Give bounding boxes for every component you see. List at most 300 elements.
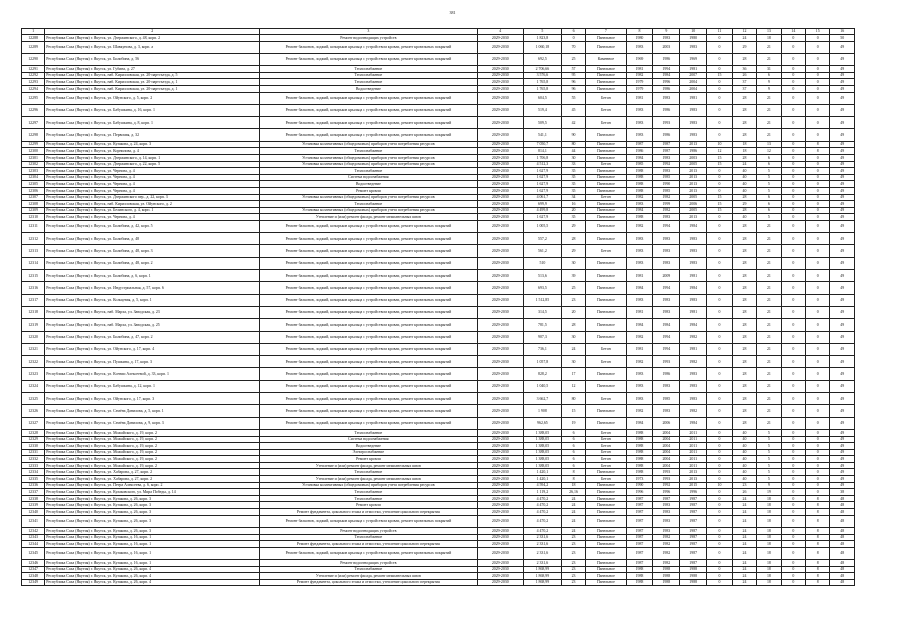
table-row	[22, 436, 855, 443]
table-cell: Ремонт балконов, лоджий, козырьков крыльца с устройством кровли, ремонт кровельных покрытий	[260, 257, 477, 269]
table-cell: 48	[830, 515, 855, 527]
table-row	[22, 104, 855, 116]
table-cell: 1983	[653, 168, 680, 175]
table-cell: 35	[561, 214, 585, 221]
table-row	[22, 579, 855, 586]
table-cell: 8	[561, 476, 585, 483]
table-cell: 1993	[653, 117, 680, 129]
table-cell: 8	[806, 541, 830, 548]
table-cell: 2029-2030	[477, 541, 523, 548]
table-cell: 0	[707, 449, 733, 456]
table-cell: 1988	[653, 573, 680, 580]
table-cell: Бетон	[586, 393, 626, 405]
table-cell: 1984	[626, 207, 653, 214]
table-row	[22, 476, 855, 483]
table-cell: Панельное	[586, 282, 626, 294]
table-cell: 2029-2030	[477, 547, 523, 559]
table-cell: 314,5	[523, 306, 561, 318]
table-cell: Панельное	[586, 129, 626, 141]
table-cell: 2029-2030	[477, 168, 523, 175]
table-cell: 40	[732, 449, 756, 456]
table-cell: 24	[732, 566, 756, 573]
table-cell: 0	[806, 393, 830, 405]
table-cell: 0	[806, 405, 830, 417]
table-row	[22, 257, 855, 269]
table-cell: Республика Саха (Якутия) г. Якутск, ул. Чернова, д. 4	[45, 174, 260, 181]
table-cell: 2029-2030	[477, 368, 523, 380]
table-cell: 1983	[680, 117, 707, 129]
table-cell: 30	[561, 257, 585, 269]
table-cell: 5	[757, 449, 781, 456]
table-cell: Водоотведение	[260, 181, 477, 188]
table-cell: Панельное	[586, 214, 626, 221]
table-cell: Панельное	[586, 469, 626, 476]
table-row	[22, 41, 855, 53]
table-row	[22, 343, 855, 355]
table-cell: 5	[757, 462, 781, 469]
table-cell: 1 627,9	[523, 168, 561, 175]
table-cell: 0	[707, 502, 733, 509]
table-cell: Ремонт балконов, лоджий, козырьков крыльца с устройством кровли, ремонт кровельных покрытий	[260, 515, 477, 527]
table-cell: Ремонт балконов, лоджий, козырьков крыльца с устройством кровли, ремонт кровельных покрытий	[260, 233, 477, 245]
table-cell: 7 050,7	[523, 141, 561, 148]
table-cell: 1983	[626, 201, 653, 208]
table-cell: 28	[732, 417, 756, 429]
table-cell: 0	[806, 181, 830, 188]
table-cell: 0	[707, 489, 733, 496]
table-cell: 1 057,8	[523, 356, 561, 368]
table-cell: 12312	[22, 233, 45, 245]
table-cell: 19	[561, 417, 585, 429]
table-cell: 12334	[22, 469, 45, 476]
table-row	[22, 417, 855, 429]
table-cell: 0	[707, 541, 733, 548]
table-cell: 90	[561, 129, 585, 141]
table-row	[22, 306, 855, 318]
table-cell: 1983	[653, 154, 680, 161]
table-row	[22, 331, 855, 343]
table-cell: 0	[781, 579, 805, 586]
table-cell: 12331	[22, 449, 45, 456]
table-cell: 0	[806, 343, 830, 355]
table-cell: 28	[732, 104, 756, 116]
table-cell: 2029-2030	[477, 161, 523, 168]
table-cell: 40	[732, 462, 756, 469]
header-cell: 11	[707, 29, 733, 35]
table-cell: 21	[757, 270, 781, 282]
table-cell: 50	[830, 35, 855, 42]
table-cell: 1 627,9	[523, 174, 561, 181]
table-cell: 49	[830, 343, 855, 355]
table-cell: Республика Саха (Якутия) г. Якутск, ул. Корнилова, д. 4	[45, 148, 260, 155]
table-cell: 49	[830, 257, 855, 269]
table-cell: 0	[806, 85, 830, 92]
table-cell: 907,3	[523, 331, 561, 343]
table-cell: 1 119,2	[523, 489, 561, 496]
table-cell: 0	[707, 233, 733, 245]
table-cell: 0	[806, 270, 830, 282]
table-cell: 2004	[653, 443, 680, 450]
table-cell: 2029-2030	[477, 220, 523, 232]
table-cell: 48	[830, 509, 855, 516]
table-row	[22, 168, 855, 175]
table-cell: 0	[781, 270, 805, 282]
table-cell: Бетон	[586, 436, 626, 443]
table-cell: 49	[830, 161, 855, 168]
table-cell: 1988	[626, 187, 653, 194]
table-cell: Ремонт балконов, лоджий, козырьков крыльца с устройством кровли, ремонт кровельных покрытий	[260, 319, 477, 331]
table-cell: 2006	[680, 201, 707, 208]
table-cell: Теплоснабжение	[260, 566, 477, 573]
table-cell: Панельное	[586, 85, 626, 92]
table-cell: 29	[732, 201, 756, 208]
table-cell: 28	[732, 194, 756, 201]
table-cell: 18	[757, 527, 781, 534]
table-cell: 1994	[653, 331, 680, 343]
table-cell: 0	[707, 469, 733, 476]
table-cell: 1982	[653, 547, 680, 559]
table-cell: Республика Саха (Якутия) г. Якутск, ул. Кулаковского, ул. Мира Победы, д. 14	[45, 489, 260, 496]
table-cell: 1982	[626, 331, 653, 343]
table-cell: 12337	[22, 489, 45, 496]
table-cell: 45	[561, 104, 585, 116]
table-cell: 2029-2030	[477, 509, 523, 516]
table-cell: Республика Саха (Якутия) г. Якутск, ул. Кузакова, д. 26, корп. 3	[45, 527, 260, 534]
table-cell: 0	[781, 181, 805, 188]
table-cell: 49	[830, 201, 855, 208]
table-cell: 0	[781, 319, 805, 331]
table-cell: Панельное	[586, 417, 626, 429]
table-cell: 0	[781, 85, 805, 92]
table-cell: 12304	[22, 174, 45, 181]
table-cell: 0	[707, 319, 733, 331]
table-cell: 6	[757, 154, 781, 161]
table-cell: 21	[757, 104, 781, 116]
table-cell: 0	[781, 443, 805, 450]
table-row	[22, 220, 855, 232]
table-cell: 8	[561, 469, 585, 476]
table-cell: 2029-2030	[477, 53, 523, 65]
table-cell: Ремонт балконов, лоджий, козырьков крыльца с устройством кровли, ремонт кровельных покрытий	[260, 41, 477, 53]
table-cell: 1988	[626, 449, 653, 456]
table-cell: 1979	[626, 85, 653, 92]
table-cell: 1986	[653, 104, 680, 116]
header-cell: 12	[732, 29, 756, 35]
table-cell: 1988	[626, 181, 653, 188]
table-cell: 2 331,6	[523, 541, 561, 548]
table-cell: Республика Саха (Якутия) г. Якутск, ул. Кузакова, д. 26, корп. 3	[45, 495, 260, 502]
table-cell: 2006	[653, 417, 680, 429]
table-cell: 2029-2030	[477, 294, 523, 306]
table-cell: Республика Саха (Якутия) г. Якутск, ул. Бабушкина, д. 8, корп. 1	[45, 117, 260, 129]
table-cell: Республика Саха (Якутия) г. Якутск, ул. Билибина, д. 48, корп. 2	[45, 257, 260, 269]
table-cell: 2029-2030	[477, 85, 523, 92]
table-cell: Республика Саха (Якутия) г. Якутск, ул. Кузакова, д. 26, корп. 3	[45, 502, 260, 509]
table-cell: Ремонт балконов, лоджий, козырьков крыльца с устройством кровли, ремонт кровельных покрытий	[260, 343, 477, 355]
table-row	[22, 85, 855, 92]
table-cell: 4 470,2	[523, 515, 561, 527]
table-cell: 1981	[626, 343, 653, 355]
table-cell: 35	[561, 168, 585, 175]
table-cell: 1986	[653, 85, 680, 92]
table-cell: 2029-2030	[477, 79, 523, 86]
table-cell: Республика Саха (Якутия) г. Якутск, ул. Можайского, д. 19, корп. 2	[45, 443, 260, 450]
table-cell: 49	[830, 53, 855, 65]
table-cell: 12311	[22, 220, 45, 232]
table-cell: 40	[732, 456, 756, 463]
table-cell: 0	[707, 515, 733, 527]
table-cell: 1969	[680, 53, 707, 65]
table-row	[22, 368, 855, 380]
table-cell: 2029-2030	[477, 469, 523, 476]
table-row	[22, 547, 855, 559]
table-cell: 1986	[653, 53, 680, 65]
table-cell: Республика Саха (Якутия) г. Якутск, ул. Можайского, д. 19, корп. 2	[45, 436, 260, 443]
table-row	[22, 92, 855, 104]
table-cell: 1999	[653, 201, 680, 208]
table-cell: Панельное	[586, 319, 626, 331]
table-cell: 8	[806, 547, 830, 559]
table-cell: 2013	[680, 141, 707, 148]
table-cell: 2029-2030	[477, 187, 523, 194]
table-cell: 40	[732, 476, 756, 483]
table-cell: 0	[781, 104, 805, 116]
table-row	[22, 174, 855, 181]
table-cell: 0	[806, 306, 830, 318]
table-cell: 24	[732, 547, 756, 559]
table-cell: 21	[757, 368, 781, 380]
table-cell: 4 594,2	[523, 482, 561, 489]
table-cell: 0	[707, 405, 733, 417]
table-cell: 28	[732, 282, 756, 294]
table-cell: 0	[781, 380, 805, 392]
table-cell: 40	[732, 469, 756, 476]
table-row	[22, 443, 855, 450]
table-cell: 1 627,9	[523, 214, 561, 221]
table-cell: 18	[757, 547, 781, 559]
table-cell: 0	[781, 35, 805, 42]
table-cell: Панельное	[586, 541, 626, 548]
table-cell: 2029-2030	[477, 495, 523, 502]
table-cell: 49	[830, 117, 855, 129]
table-cell: 1996	[653, 489, 680, 496]
table-cell: 1983	[680, 393, 707, 405]
table-cell: 1980	[680, 35, 707, 42]
table-cell: 0	[781, 436, 805, 443]
table-cell: 0	[781, 214, 805, 221]
table-cell: 0	[806, 443, 830, 450]
table-cell: 0	[806, 92, 830, 104]
table-cell: 0	[806, 368, 830, 380]
table-cell: 12321	[22, 343, 45, 355]
page-number: 381	[449, 10, 456, 15]
table-cell: 6	[561, 443, 585, 450]
table-cell: 1984	[626, 417, 653, 429]
table-cell: 2004	[653, 436, 680, 443]
table-cell: 0	[707, 380, 733, 392]
table-cell: 1987	[626, 509, 653, 516]
table-cell: 0	[781, 417, 805, 429]
table-cell: 1988	[626, 573, 653, 580]
table-cell: 35	[561, 174, 585, 181]
table-cell: Утепление и (или) ремонт фасада, ремонт межпанельных швов	[260, 214, 477, 221]
table-cell: 49	[830, 154, 855, 161]
table-cell: 12339	[22, 502, 45, 509]
table-cell: 1988	[626, 214, 653, 221]
table-row	[22, 462, 855, 469]
table-cell: 2013	[680, 214, 707, 221]
table-cell: 1983	[626, 117, 653, 129]
table-cell: 0	[781, 343, 805, 355]
table-cell: 0	[781, 456, 805, 463]
table-cell: Республика Саха (Якутия) г. Якутск, наб. Марха, ул. Заводская, д. 23	[45, 306, 260, 318]
table-cell: 0	[806, 187, 830, 194]
table-cell: 49	[830, 207, 855, 214]
table-cell: 0	[707, 356, 733, 368]
table-cell: Теплоснабжение	[260, 148, 477, 155]
table-cell: 21	[757, 393, 781, 405]
table-cell: 1983	[626, 294, 653, 306]
table-cell: Республика Саха (Якутия) г. Якутск, ул. Первомая, д. 32	[45, 129, 260, 141]
table-cell: 35	[561, 181, 585, 188]
table-cell: 0	[806, 168, 830, 175]
table-cell: Республика Саха (Якутия) г. Якутск, ул. Билибина, д. 47, корп. 2	[45, 331, 260, 343]
table-cell: 49	[830, 168, 855, 175]
table-cell: Панельное	[586, 257, 626, 269]
table-cell: 1985	[626, 161, 653, 168]
table-cell: 0	[781, 161, 805, 168]
table-cell: 1988	[626, 456, 653, 463]
table-cell: Установка коллективных (общедомовых) приборов учета потребления ресурсов	[260, 141, 477, 148]
table-cell: 2007	[680, 72, 707, 79]
table-cell: 2011	[680, 449, 707, 456]
table-cell: 0	[781, 502, 805, 509]
table-cell: Ремонт балконов, лоджий, козырьков крыльца с устройством кровли, ремонт кровельных покрытий	[260, 368, 477, 380]
table-row	[22, 482, 855, 489]
table-cell: 0	[806, 456, 830, 463]
table-cell: 0	[707, 187, 733, 194]
table-cell: 49	[830, 187, 855, 194]
table-cell: 1984	[626, 154, 653, 161]
table-cell: 2029-2030	[477, 174, 523, 181]
table-cell: 30	[561, 331, 585, 343]
table-cell: Панельное	[586, 148, 626, 155]
table-row	[22, 214, 855, 221]
table-cell: 0	[707, 294, 733, 306]
table-cell: 2029-2030	[477, 560, 523, 567]
table-cell: 0	[806, 207, 830, 214]
table-cell: 1988	[626, 462, 653, 469]
table-cell: Республика Саха (Якутия) г. Якутск, наб. Марха, ул. Заводская, д. 25	[45, 319, 260, 331]
table-cell: 5	[757, 436, 781, 443]
table-cell: Ремонт балконов, лоджий, козырьков крыльца с устройством кровли, ремонт кровельных покрытий	[260, 393, 477, 405]
table-cell: 1983	[626, 368, 653, 380]
table-row	[22, 194, 855, 201]
table-cell: 0	[781, 245, 805, 257]
table-cell: 2029-2030	[477, 417, 523, 429]
table-cell: Теплоснабжение	[260, 168, 477, 175]
table-cell: 0	[781, 154, 805, 161]
table-cell: 0	[781, 79, 805, 86]
table-cell: 1982	[680, 356, 707, 368]
table-cell: 0	[806, 41, 830, 53]
table-cell: Панельное	[586, 168, 626, 175]
table-cell: Установка коллективных (общедомовых) приборов учета потребления ресурсов	[260, 154, 477, 161]
table-cell: 2029-2030	[477, 148, 523, 155]
table-cell: 0	[806, 161, 830, 168]
table-cell: 0	[806, 282, 830, 294]
table-cell: 0	[806, 104, 830, 116]
table-cell: 2029-2030	[477, 331, 523, 343]
table-cell: 12341	[22, 515, 45, 527]
table-cell: Ремонт балконов, лоджий, козырьков крыльца с устройством кровли, ремонт кровельных покрытий	[260, 380, 477, 392]
table-cell: Панельное	[586, 502, 626, 509]
table-cell: 0	[707, 527, 733, 534]
table-cell: 2029-2030	[477, 343, 523, 355]
table-cell: 48	[830, 534, 855, 541]
table-cell: Ремонт фундамента, цокольного этажа и отмостки, утепление цокольного перекрытия	[260, 541, 477, 548]
table-cell: 95	[561, 72, 585, 79]
table-cell: 0	[806, 429, 830, 436]
table-cell: 8	[806, 579, 830, 586]
table-cell: 24	[732, 161, 756, 168]
table-cell: 1981	[680, 92, 707, 104]
table-cell: 0	[806, 79, 830, 86]
table-cell: 49	[830, 294, 855, 306]
table-cell: 1984	[626, 319, 653, 331]
table-row	[22, 509, 855, 516]
table-cell: 1983	[653, 245, 680, 257]
table-cell: 28	[732, 393, 756, 405]
table-cell: 1982	[626, 356, 653, 368]
table-cell: 42	[561, 117, 585, 129]
table-cell: 2029-2030	[477, 154, 523, 161]
table-cell: 24	[732, 560, 756, 567]
table-cell: 36	[732, 66, 756, 73]
table-cell: Панельное	[586, 66, 626, 73]
table-cell: 0	[707, 245, 733, 257]
table-row	[22, 270, 855, 282]
table-cell: 5	[757, 456, 781, 463]
table-cell: Республика Саха (Якутия) г. Якутск, ул. Дзержинского, д. 14, корп. 1	[45, 154, 260, 161]
table-cell: 28	[732, 154, 756, 161]
table-cell: Панельное	[586, 174, 626, 181]
table-cell: 1983	[653, 35, 680, 42]
table-cell: 1 388,05	[523, 436, 561, 443]
table-row	[22, 181, 855, 188]
header-cell: 14	[781, 29, 805, 35]
table-cell: 2029-2030	[477, 201, 523, 208]
header-cell: 5	[523, 29, 561, 35]
table-cell: 1994	[653, 66, 680, 73]
table-cell: 1992	[653, 161, 680, 168]
table-cell: 5	[757, 443, 781, 450]
table-cell: 2029-2030	[477, 489, 523, 496]
table-cell: 26	[732, 489, 756, 496]
table-cell: 12	[707, 148, 733, 155]
table-cell: 12328	[22, 429, 45, 436]
table-cell: 1984	[680, 282, 707, 294]
table-cell: 24	[732, 534, 756, 541]
table-cell: 6	[757, 201, 781, 208]
table-cell: 2029-2030	[477, 462, 523, 469]
table-cell: 1987	[626, 541, 653, 548]
table-cell: 48	[830, 527, 855, 534]
table-cell: 1 627,9	[523, 187, 561, 194]
table-cell: 1 627,9	[523, 181, 561, 188]
table-cell: Ремонт балконов, лоджий, козырьков крыльца с устройством кровли, ремонт кровельных покрытий	[260, 331, 477, 343]
table-cell: 1983	[653, 515, 680, 527]
